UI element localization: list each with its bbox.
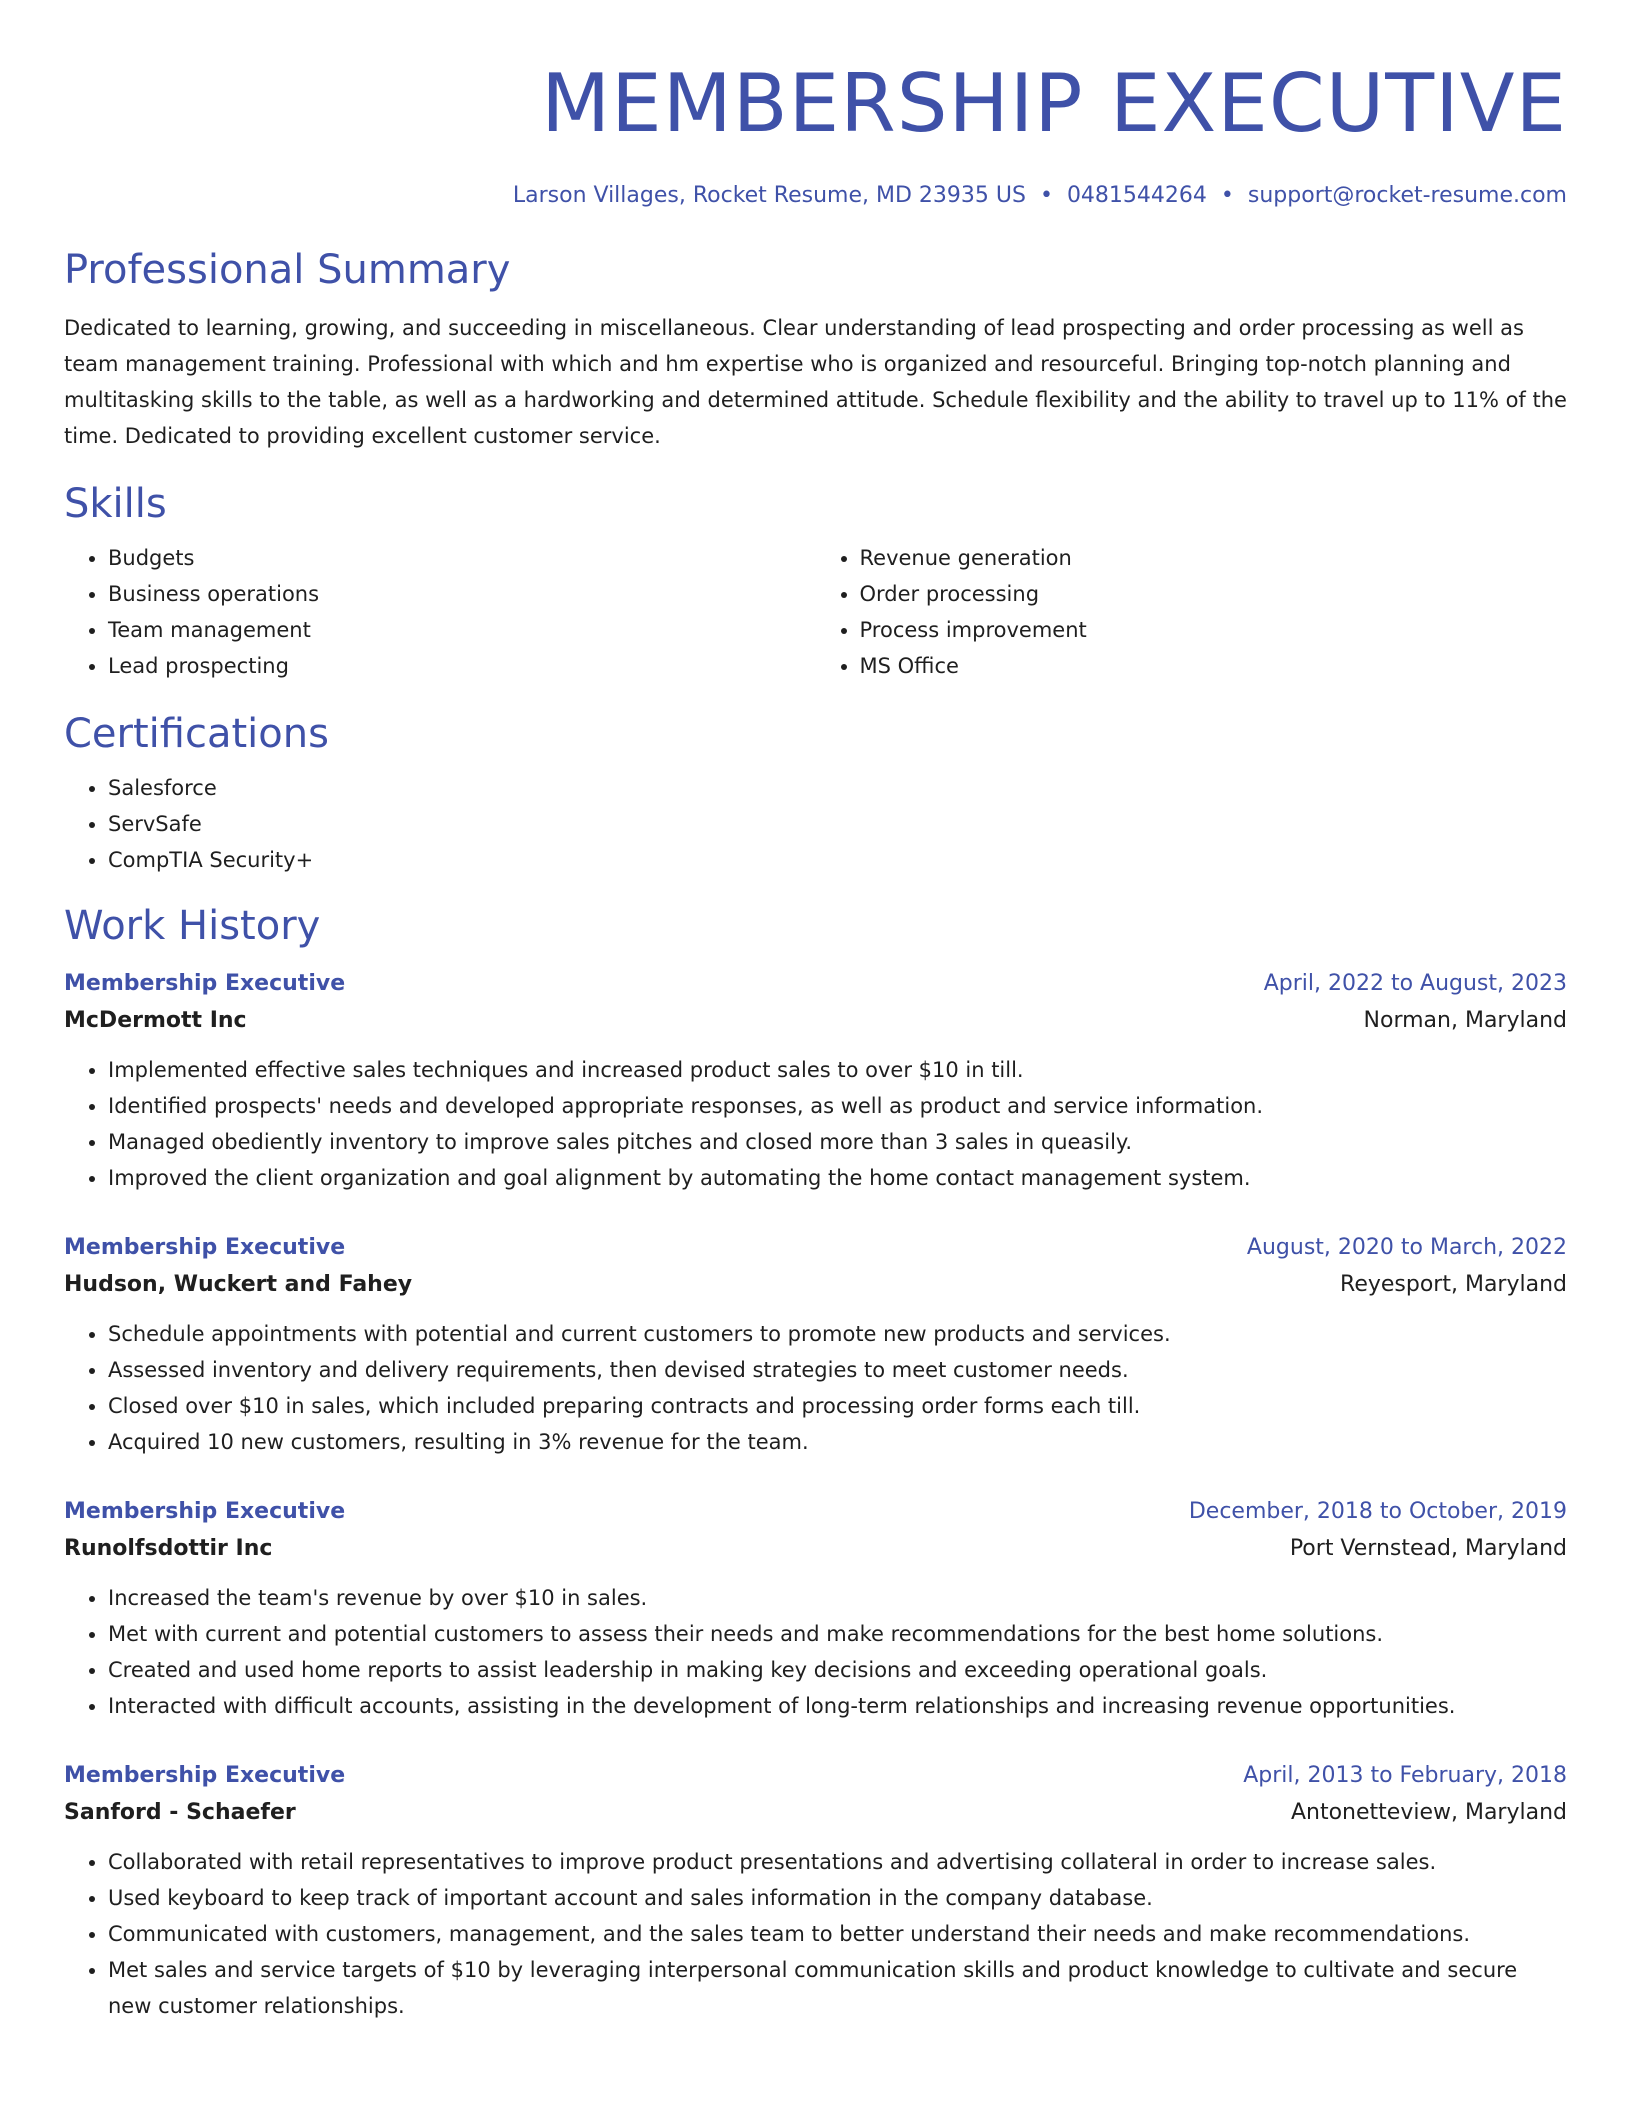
summary-heading: Professional Summary (64, 247, 511, 293)
contact-separator: • (1039, 183, 1053, 208)
resume-page (64, 0, 1567, 2024)
skill-item: • Process improvement (860, 612, 1568, 648)
job-bullets (64, 1052, 1567, 1196)
skills-heading: Skills (64, 481, 167, 527)
skills-column-right (816, 540, 1568, 684)
job-location: Reyesport, Maryland (1340, 1272, 1567, 1297)
job-location: Antonetteview, Maryland (1290, 1800, 1567, 1825)
job-bullet: • Collaborated with retail representatives to improve product presentations and advertising collateral in order to increase sales. (108, 1844, 1567, 1880)
contact-email: support@rocket-resume.com (1247, 183, 1567, 208)
skills-column-left (64, 540, 816, 684)
job-bullet: • Identified prospects' needs and developed appropriate responses, as well as product and service information. (108, 1088, 1567, 1124)
job-bullet: • Improved the client organization and goal alignment by automating the home contact management system. (108, 1160, 1567, 1196)
work-history-heading: Work History (64, 903, 321, 949)
job-bullet: • Assessed inventory and delivery requirements, then devised strategies to meet customer needs. (108, 1352, 1567, 1388)
job-company: McDermott Inc (64, 1008, 247, 1033)
certification-item: • ServSafe (108, 806, 1567, 842)
contact-phone: 0481544264 (1066, 183, 1207, 208)
job-entry (64, 966, 1567, 1196)
job-bullet: • Schedule appointments with potential and current customers to promote new products and services. (108, 1316, 1567, 1352)
job-dates: April, 2013 to February, 2018 (1243, 1763, 1567, 1788)
job-dates: December, 2018 to October, 2019 (1188, 1499, 1567, 1524)
certifications-list (64, 770, 1567, 878)
skills-list (64, 540, 1567, 684)
job-bullets (64, 1316, 1567, 1460)
job-company: Sanford - Schaefer (64, 1800, 296, 1825)
contact-address: Larson Villages, Rocket Resume, MD 23935 US (512, 183, 1026, 208)
skill-item: • Team management (108, 612, 816, 648)
summary-text: Dedicated to learning, growing, and succeeding in miscellaneous. Clear understanding of lead prospecting and order processing as well as team management training. Professional with which and hm expertise who is organized and resourceful. Bringing top-notch planning and multitasking skills to the table, as well as a hardworking and determined attitude. Schedule flexibility and the ability to travel up to 11% of the time. Dedicated to providing excellent customer service. (64, 316, 1567, 448)
certifications-heading: Certifications (64, 711, 329, 757)
contact-line (64, 180, 1567, 212)
job-role: Membership Executive (64, 1763, 346, 1788)
job-role: Membership Executive (64, 1499, 346, 1524)
job-bullet: • Communicated with customers, management, and the sales team to better understand their needs and make recommendations. (108, 1916, 1567, 1952)
job-dates: August, 2020 to March, 2022 (1246, 1235, 1567, 1260)
job-bullet: • Interacted with difficult accounts, assisting in the development of long-term relationships and increasing revenue opportunities. (108, 1688, 1567, 1724)
certification-item: • CompTIA Security+ (108, 842, 1567, 878)
job-role: Membership Executive (64, 1235, 346, 1260)
skill-item: • MS Office (860, 648, 1568, 684)
certification-item: • Salesforce (108, 770, 1567, 806)
job-entry (64, 1758, 1567, 2024)
skill-item: • Revenue generation (860, 540, 1568, 576)
job-company: Runolfsdottir Inc (64, 1536, 273, 1561)
job-bullet: • Closed over $10 in sales, which included preparing contracts and processing order forms each till. (108, 1388, 1567, 1424)
job-bullet: • Implemented effective sales techniques and increased product sales to over $10 in till. (108, 1052, 1567, 1088)
job-location: Port Vernstead, Maryland (1289, 1536, 1567, 1561)
contact-separator: • (1220, 183, 1234, 208)
skill-item: • Business operations (108, 576, 816, 612)
job-bullet: • Used keyboard to keep track of important account and sales information in the company database. (108, 1880, 1567, 1916)
skill-item: • Order processing (860, 576, 1568, 612)
job-bullet: • Met with current and potential customers to assess their needs and make recommendations for the best home solutions. (108, 1616, 1567, 1652)
skill-item: • Lead prospecting (108, 648, 816, 684)
job-role: Membership Executive (64, 971, 346, 996)
job-bullet: • Managed obediently inventory to improve sales pitches and closed more than 3 sales in queasily. (108, 1124, 1567, 1160)
job-bullet: • Created and used home reports to assist leadership in making key decisions and exceeding operational goals. (108, 1652, 1567, 1688)
job-bullets (64, 1580, 1567, 1724)
job-company: Hudson, Wuckert and Fahey (64, 1272, 413, 1297)
job-entry (64, 1494, 1567, 1724)
job-bullet: • Acquired 10 new customers, resulting in 3% revenue for the team. (108, 1424, 1567, 1460)
job-bullet: • Met sales and service targets of $10 by leveraging interpersonal communication skills and product knowledge to cultivate and secure new customer relationships. (108, 1952, 1567, 2024)
job-bullet: • Increased the team's revenue by over $10 in sales. (108, 1580, 1567, 1616)
job-entry (64, 1230, 1567, 1460)
skill-item: • Budgets (108, 540, 816, 576)
resume-title: MEMBERSHIP EXECUTIVE (541, 57, 1567, 150)
job-bullets (64, 1844, 1567, 2024)
job-dates: April, 2022 to August, 2023 (1263, 971, 1567, 996)
job-location: Norman, Maryland (1363, 1008, 1567, 1033)
